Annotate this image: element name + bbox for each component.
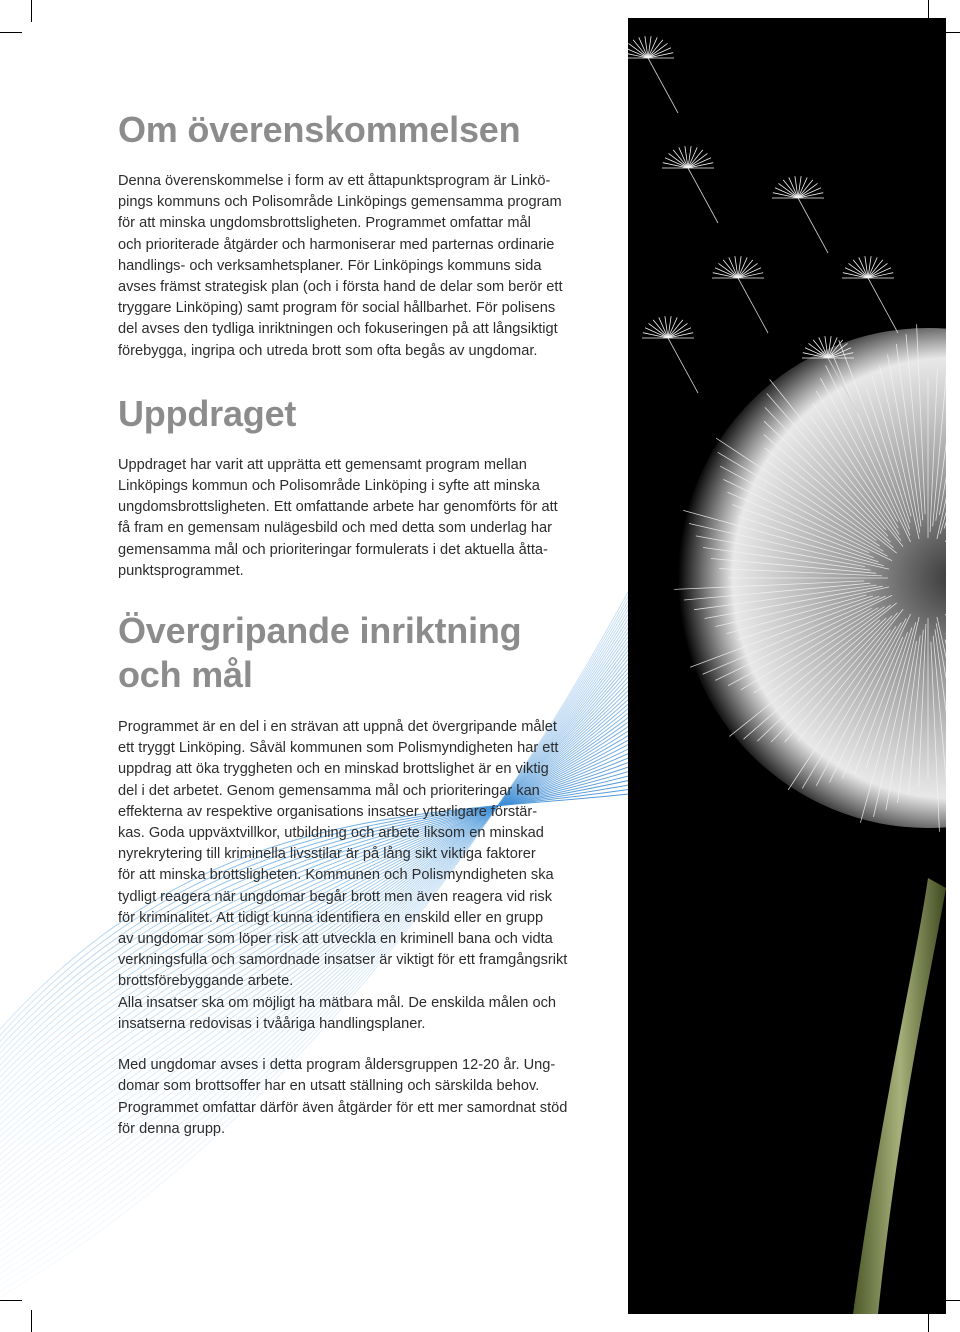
section-heading-om-overenskommelsen: Om överenskommelsen: [118, 109, 521, 150]
crop-mark-top-left: [0, 32, 22, 33]
dandelion-photo: [628, 18, 946, 1314]
text-column: [118, 104, 598, 1140]
floating-seed: [712, 256, 768, 333]
section-heading-overgripande: Övergripande inriktning och mål: [118, 610, 522, 696]
section-body-om-overenskommelsen: Denna överenskommelse i form av ett åttapunktsprogram är Linkö- pings kommuns och Polisområde Linköpings gemensamma program för att minska ungdomsbrottsligheten. Programmet omfattar mål och prioriterade åtgärder och harmoniserar med parternas ordinarie handlings- och verksamhetsplaner. För Linköpings kommuns sida avses främst strategisk plan (och i första hand de delar som berör ett tryggare Linköping) samt program för social hållbarhet. För polisens del avses den tydliga inriktningen och fokuseringen på att långsiktigt förebygga, ingripa och utreda brott som ofta begås av ungdomar.: [118, 173, 563, 359]
floating-seed: [662, 146, 718, 223]
stem-shape: [853, 878, 946, 1314]
section-heading-uppdraget: Uppdraget: [118, 392, 297, 434]
floating-seed: [628, 36, 678, 113]
dandelion-seed-head-icon: [628, 18, 946, 1314]
crop-mark-top-left-v: [31, 0, 32, 22]
floating-seed: [642, 316, 698, 393]
floating-seed: [842, 256, 898, 333]
section-body-overgripande: Programmet är en del i en strävan att uppnå det övergripande målet ett tryggt Linköping. Såväl kommunen som Polismyndigheten har ett uppdrag att öka tryggheten och en minskad brottslighet är en viktig del i det arbetet. Genom gemensamma mål och prioriteringar kan effekterna av respektive organisations insatser ytterligare förstär- kas. Goda uppväxtvillkor, utbildning och arbete liksom en minskad nyrekrytering till kriminella livsstilar är på lång sikt viktiga faktorer för att minska brottsligheten. Kommunen och Polismyndigheten ska tydligt reagera när ungdomar begår brott men även reagera vid risk för kriminalitet. Att tidigt kunna identifiera en enskild eller en grupp av ungdomar som löper risk att utveckla en kriminell bana och vidta verkningsfulla och samordnade insatser är viktigt för ett framgångsrikt brottsförebyggande arbete. Alla insatser ska om möjligt ha mätbara mål. De enskilda målen och insatserna redovisas i tvååriga handlingsplaner.: [118, 719, 568, 1032]
section-note-ungdomar: Med ungdomar avses i detta program åldersgruppen 12-20 år. Ung- domar som brottsoffer har en utsatt ställning och särskilda behov. Programmet omfattar därför även åtgärder för ett mer samordnat stöd för denna grupp.: [118, 1057, 568, 1137]
section-body-uppdraget: Uppdraget har varit att upprätta ett gemensamt program mellan Linköpings kommun och Polisområde Linköping i syfte att minska ungdomsbrottsligheten. Ett omfattande arbete har genomförts för att få fram en gemensam nulägesbild och med detta som underlag har gemensamma mål och prioriteringar formulerats i det aktuella åtta- punktsprogrammet.: [118, 456, 558, 579]
floating-seed: [772, 176, 828, 253]
